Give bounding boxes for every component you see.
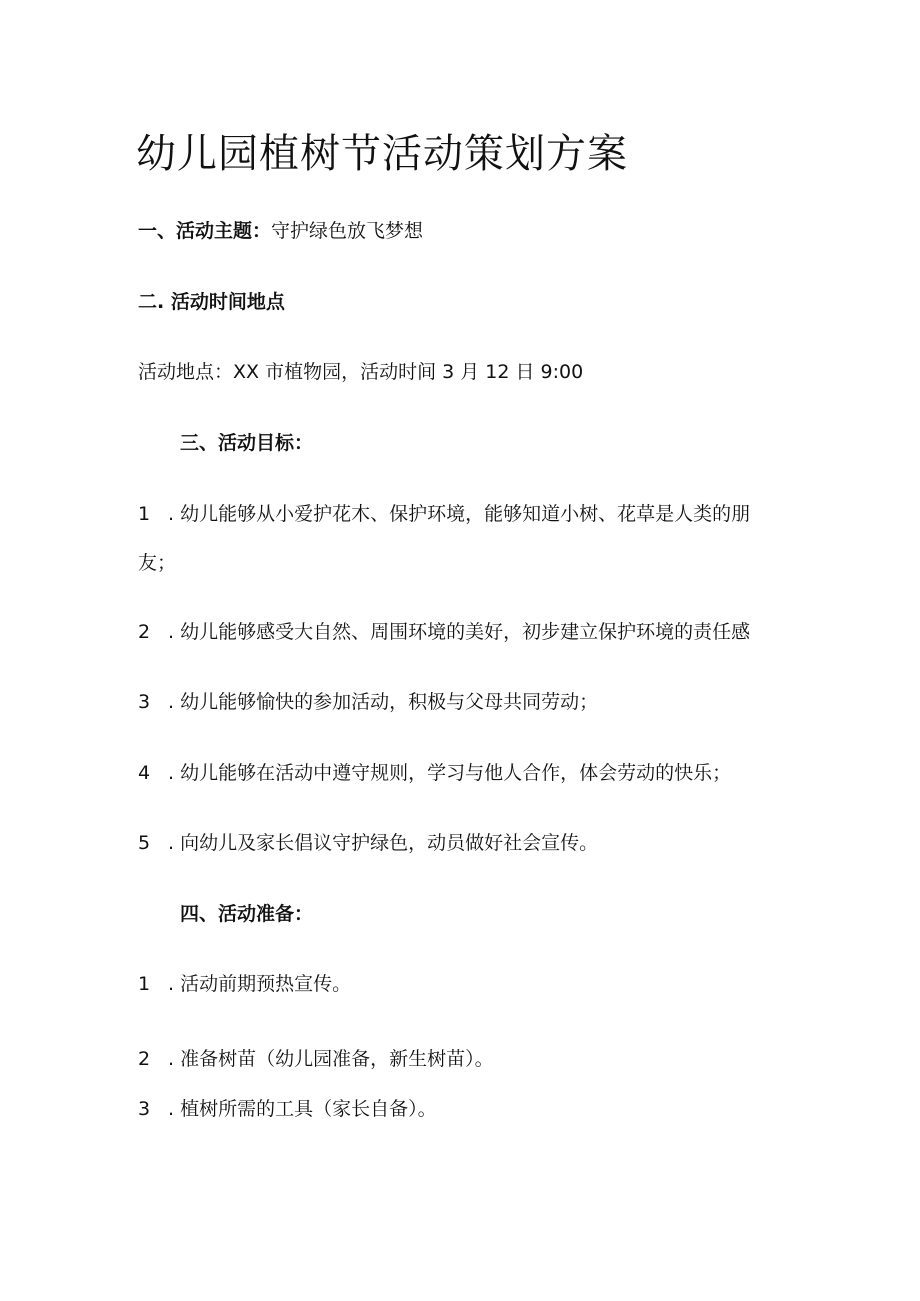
section-theme-text: 守护绿色放飞梦想 [271,220,424,242]
prep-item-text: . 活动前期预热宣传。 [168,973,352,995]
goal-item-text: . 向幼儿及家长倡议守护绿色，动员做好社会宣传。 [168,832,599,854]
section-goals-heading: 三、活动目标： [180,432,314,454]
goal-item-text: . 幼儿能够在活动中遵守规则，学习与他人合作，体会劳动的快乐； [168,762,732,784]
section-time-place-heading: 二. 活动时间地点 [138,291,285,313]
goal-item-number: 1 [138,503,151,525]
prep-item-number: 3 [138,1098,151,1120]
goal-item [138,690,598,714]
goal-item-number: 2 [138,621,151,643]
goal-item-continuation: 友； [138,552,177,574]
goal-item-number: 3 [138,691,151,713]
goal-item-text: . 幼儿能够愉快的参加活动，积极与父母共同劳动； [168,691,599,713]
prep-item [138,1047,494,1071]
goal-item [138,620,750,644]
prep-item-text: . 植树所需的工具（家长自备）。 [168,1098,437,1120]
prep-item [138,972,351,996]
goal-item [138,502,750,526]
prep-item-text: . 准备树苗（幼儿园准备，新生树苗）。 [168,1048,494,1070]
goal-item-text: . 幼儿能够从小爱护花木、保护环境，能够知道小树、花草是人类的朋 [168,503,751,525]
prep-item-number: 2 [138,1048,151,1070]
prep-item-number: 1 [138,973,151,995]
goal-item-number: 5 [138,832,151,854]
goal-item [138,831,598,855]
goal-item-number: 4 [138,762,151,784]
section-theme [138,219,423,243]
goal-item-text: . 幼儿能够感受大自然、周围环境的美好，初步建立保护环境的责任感 [168,621,751,643]
section-theme-label: 一、活动主题： [138,220,272,242]
goal-item [138,761,731,785]
page-title: 幼儿园植树节活动策划方案 [136,131,628,177]
section-preparation-heading: 四、活动准备： [180,903,314,925]
time-place-line: 活动地点：XX 市植物园，活动时间 3 月 12 日 9:00 [138,361,584,383]
prep-item [138,1097,437,1121]
